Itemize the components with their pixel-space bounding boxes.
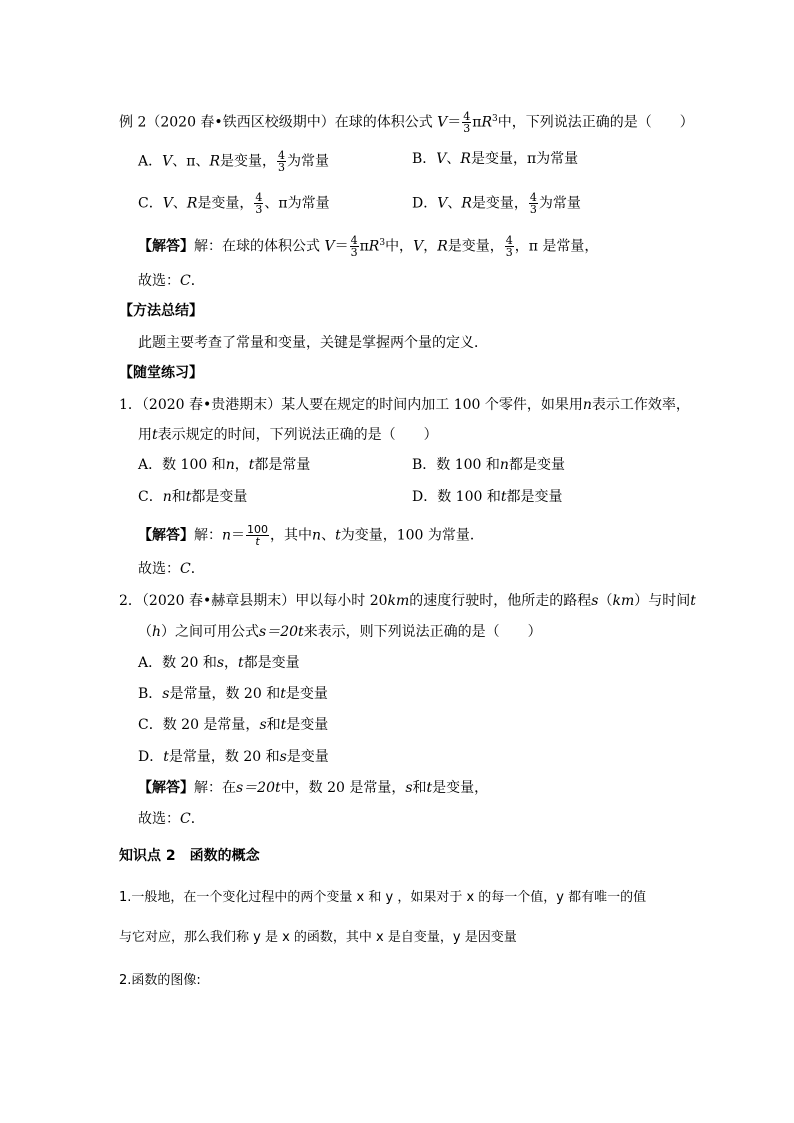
fraction: $\frac{4}{3}$ bbox=[255, 191, 263, 216]
q1-line2: 用t表示规定的时间，下列说法正确的是（ ） bbox=[138, 427, 438, 443]
example-question: 例 2（2020 春•铁西区校级期中）在球的体积公式 V＝ $\frac{4}{3}$ $\pi R^3$中，下列说法正确的是（ ） bbox=[119, 110, 694, 136]
fraction: $\frac{4}{3}$ bbox=[350, 234, 358, 260]
example-choose: 故选：C． bbox=[138, 273, 205, 289]
q1-answer: 【解答】解：n＝ $\frac{100}{t}$ ，其中n、t为变量，100 为常量． bbox=[138, 523, 484, 548]
knowledge-paragraph-1-line1: 1.一般地，在一个变化过程中的两个变量 x 和 y ，如果对于 x 的每一个值，y 都有唯一的值 bbox=[119, 890, 647, 905]
method-title: 【方法总结】 bbox=[119, 303, 203, 319]
q1-option-a: A．数 100 和n，t都是常量 bbox=[138, 457, 311, 473]
knowledge-paragraph-2: 2.函数的图像: bbox=[119, 973, 201, 988]
knowledge-paragraph-1-line2: 与它对应，那么我们称 y 是 x 的函数，其中 x 是自变量，y 是因变量 bbox=[119, 930, 517, 945]
q1-line1: 1．（2020 春•贵港期末）某人要在规定的时间内加工 100 个零件，如果用n表示工作效率， bbox=[119, 397, 690, 413]
knowledge-title: 知识点 2 函数的概念 bbox=[119, 848, 260, 864]
q2-option-d: D．t是常量，数 20 和s是变量 bbox=[138, 749, 329, 765]
q2-line2: （h）之间可用公式s＝20t来表示，则下列说法正确的是（ ） bbox=[138, 624, 542, 640]
fraction: $\frac{4}{3}$ bbox=[463, 110, 471, 136]
option-c: C．V、R是变量， $\frac{4}{3}$ 、π为常量 bbox=[138, 191, 330, 216]
fraction: $\frac{4}{3}$ bbox=[278, 149, 285, 174]
q2-option-a: A．数 20 和s，t都是变量 bbox=[138, 655, 300, 671]
q1-option-b: B．数 100 和n都是变量 bbox=[412, 457, 565, 473]
fraction: $\frac{4}{3}$ bbox=[505, 234, 513, 260]
example-answer: 【解答】解：在球的体积公式 V＝ $\frac{4}{3}$ $\pi R^3$中，V，R是变量， $\frac{4}{3}$ ，π 是常量， bbox=[138, 234, 599, 260]
q1-option-d: D．数 100 和t都是变量 bbox=[412, 489, 563, 505]
q2-choose: 故选：C． bbox=[138, 811, 205, 827]
option-b: B．V、R是变量，π为常量 bbox=[412, 151, 579, 167]
option-a: A．V、π、R是变量， $\frac{4}{3}$ 为常量 bbox=[138, 149, 329, 174]
fraction: $\frac{100}{t}$ bbox=[247, 523, 269, 548]
q2-line1: 2．（2020 春•赫章县期末）甲以每小时 20km的速度行驶时，他所走的路程s（km）与时间t bbox=[119, 593, 696, 609]
q2-answer: 【解答】解：在s＝20t中，数 20 是常量，s和t是变量， bbox=[138, 780, 489, 796]
fraction: $\frac{4}{3}$ bbox=[529, 191, 537, 216]
option-d: D．V、R是变量， $\frac{4}{3}$ 为常量 bbox=[412, 191, 581, 216]
q1-choose: 故选：C． bbox=[138, 561, 205, 577]
method-text: 此题主要考查了常量和变量，关键是掌握两个量的定义． bbox=[138, 335, 488, 351]
practice-title: 【随堂练习】 bbox=[119, 365, 203, 381]
q2-option-c: C．数 20 是常量，s和t是变量 bbox=[138, 717, 329, 733]
q2-option-b: B．s是常量，数 20 和t是变量 bbox=[138, 686, 328, 702]
q1-option-c: C．n和t都是变量 bbox=[138, 489, 248, 505]
